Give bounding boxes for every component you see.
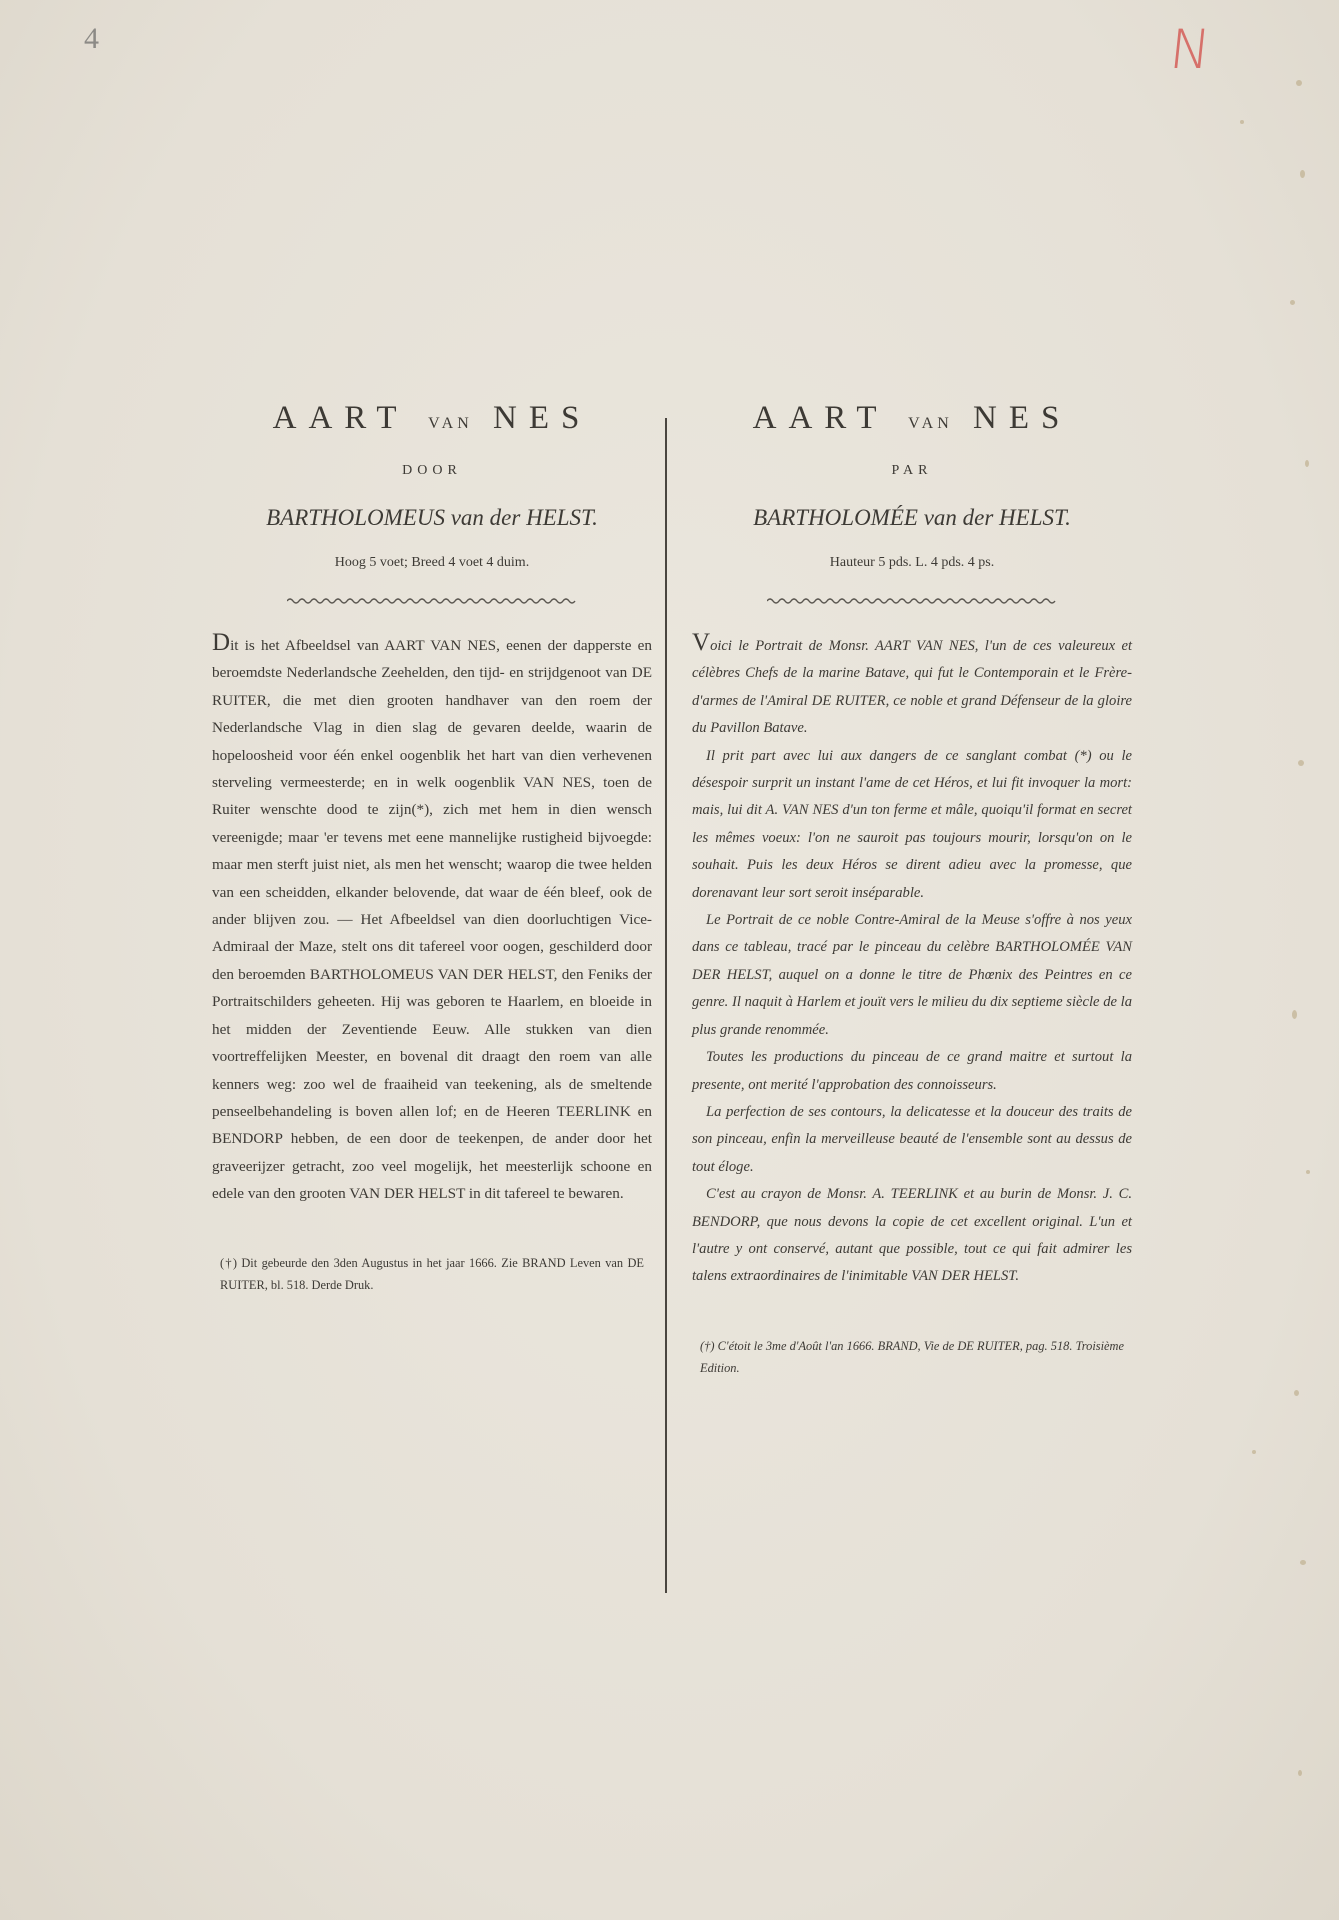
french-paragraph: Il prit part avec lui aux dangers de ce sanglant combat (*) ou le désespoir surprit un instant l'ame de cet Héros, et lui fit invoquer la mort: mais, lui dit A. VAN NES d'un ton ferme et mâle, quoiqu'il format en secret les mêmes voeux: l'on ne sauroit pas toujours mourir, lorsqu'on on le souhait. Puis les deux Héros se dirent adieu avec la promesse, que dorenavant leur sort seroit inséparable. [692, 747, 1132, 901]
dutch-painter-name: BARTHOLOMEUS van der HELST. [266, 505, 598, 530]
title-word: NES [973, 400, 1072, 436]
title-word: VAN [428, 415, 473, 432]
ornamental-rule [212, 593, 652, 605]
french-body [692, 629, 1132, 1291]
foxing-stain [1298, 760, 1304, 766]
dutch-footnote: (†) Dit gebeurde den 3den Augustus in het jaar 1666. Zie BRAND Leven van DE RUITER, bl. 518. Derde Druk. [220, 1255, 644, 1292]
french-footnote: (†) C'étoit le 3me d'Août l'an 1666. BRAND, Vie de DE RUITER, pag. 518. Troisième Edition. [700, 1338, 1124, 1375]
foxing-stain [1300, 170, 1305, 178]
dutch-paragraph [212, 629, 652, 1208]
drop-cap: V [692, 629, 711, 656]
french-dimensions: Hauteur 5 pds. L. 4 pds. 4 ps. [829, 555, 995, 570]
french-title [692, 400, 1132, 437]
foxing-stain [1292, 1010, 1297, 1019]
corner-number: 4 [84, 22, 99, 55]
french-paragraph: C'est au crayon de Monsr. A. TEERLINK et au burin de Monsr. J. C. BENDORP, que nous devons la copie de cet excellent original. L'un et l'autre y ont conservé, autant que possible, tout ce qui fait admirer les talens extraordinaires de l'inimitable VAN DER HELST. [692, 1186, 1132, 1285]
foxing-stain [1290, 300, 1295, 305]
french-painter-name: BARTHOLOMÉE van der HELST. [753, 505, 1071, 530]
french-paragraph [692, 629, 1132, 743]
dutch-title [212, 400, 652, 437]
foxing-stain [1305, 460, 1309, 467]
dutch-dimensions: Hoog 5 voet; Breed 4 voet 4 duim. [334, 555, 530, 570]
paragraph-text: it is het Afbeeldsel van AART VAN NES, eenen der dapperste en beroemdste Nederlandsche Zeehelden, den tijd- en strijdgenoot van DE RUITER, die met dien grooten handhaver van den roem der Nederlandsche Vlag in dien slag de gevaren deelde, waarin de hopeloosheid voor één enkel oogenblik het hart van dien verhevenen sterveling vermeesterde; en in welk oogenblik VAN NES, toen de Ruiter wenschte dood te zijn(*), zich met hem in dien wensch vereenigde; maar 'er tevens met eene mannelijke rustigheid bijvoegde: maar men sterft juist niet, als men het wenscht; waarop die twee helden van een scheidden, elkander belovende, dat waar de één bleef, ook de ander blijven zou. — Het Afbeeldsel van dien doorluchtigen Vice-Admiraal der Maze, stelt ons dit tafereel voor oogen, geschilderd door den beroemden BARTHOLOMEUS VAN DER HELST, den Feniks der Portraitschilders geheeten. Hij was geboren te Haarlem, en bloeide in het midden der Zeventiende Eeuw. Alle stukken van dien voortreffelijken Meester, en bovenal dit draagt den roem van alle kenners weg: zoo wel de fraaiheid van teekening, als de smeltende penseelbehandeling is boven allen lof; en de Heeren TEERLINK en BENDORP hebben, de een door de teekenpen, de ander door het graveerijzer getracht, zoo veel mogelijk, het meesterlijk schoone en edele van den grooten VAN DER HELST in dit tafereel te bewaren. [212, 637, 652, 1203]
french-column [692, 400, 1132, 1379]
title-word: AART [752, 400, 888, 436]
dutch-by-line: DOOR [402, 463, 462, 478]
foxing-stain [1240, 120, 1244, 124]
french-paragraph: La perfection de ses contours, la delicatesse et la douceur des traits de son pinceau, enfin la merveilleuse beauté de l'ensemble sont au dessus de tout éloge. [692, 1103, 1132, 1175]
foxing-stain [1300, 1560, 1306, 1565]
dutch-column [212, 400, 652, 1296]
title-word: AART [272, 400, 408, 436]
paragraph-text: oici le Portrait de Monsr. AART VAN NES, l'un de ces valeureux et célèbres Chefs de la marine Batave, qui fut le Contemporain et le Frère-d'armes de l'Amiral DE RUITER, ce noble et grand Défenseur de la gloire du Pavillon Batave. [692, 638, 1132, 737]
dutch-body [212, 629, 652, 1208]
french-by-line: PAR [891, 463, 933, 478]
french-paragraph: Toutes les productions du pinceau de ce grand maitre et surtout la presente, ont merité l'approbation des connoisseurs. [692, 1049, 1132, 1093]
foxing-stain [1306, 1170, 1310, 1174]
french-paragraph: Le Portrait de ce noble Contre-Amiral de la Meuse s'offre à nos yeux dans ce tableau, tracé par le pinceau du celèbre BARTHOLOMÉE VAN DER HELST, auquel on a donne le titre de Phœnix des Peintres en ce genre. Il naquit à Harlem et jouït vers le milieu du dix septieme siècle de la plus grande renommée. [692, 912, 1132, 1038]
title-word: NES [493, 400, 592, 436]
foxing-stain [1252, 1450, 1256, 1454]
column-divider [665, 418, 667, 1593]
drop-cap: D [212, 629, 231, 656]
title-word: VAN [908, 415, 953, 432]
foxing-stain [1294, 1390, 1299, 1396]
inventory-letter-mark: N [1166, 18, 1214, 81]
foxing-stain [1298, 1770, 1302, 1776]
foxing-stain [1296, 80, 1302, 86]
ornamental-rule [692, 593, 1132, 605]
